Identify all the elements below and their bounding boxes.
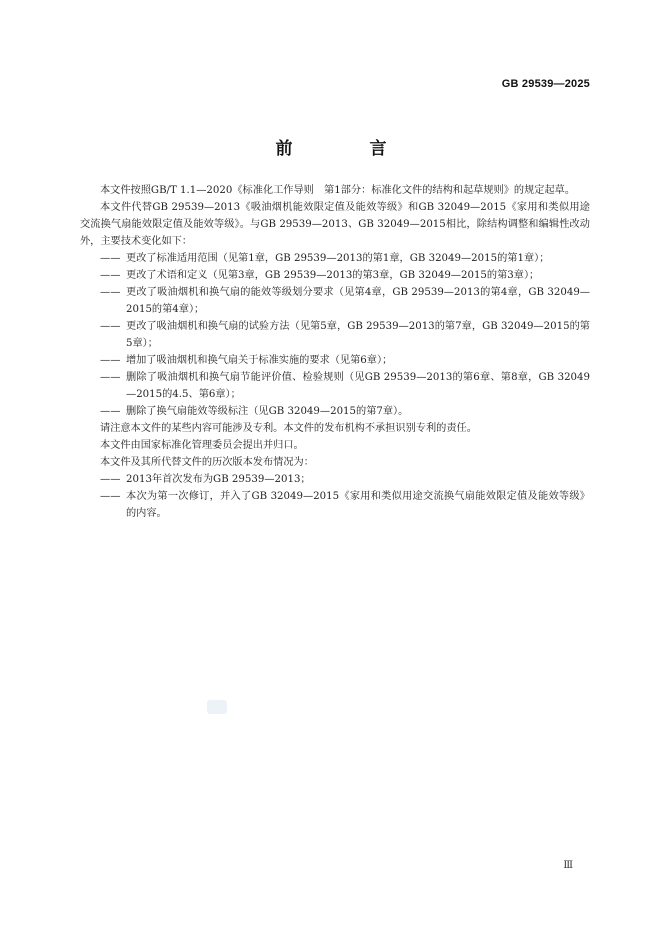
foreword-body	[80, 182, 590, 522]
list-item	[80, 250, 590, 267]
dash-marker: ——	[100, 287, 121, 298]
list-item-text: 本次为第一次修订，并入了GB 32049—2015《家用和类似用途交流换气扇能效限定值及能效等级》的内容。	[126, 491, 590, 519]
list-item-text: 更改了术语和定义（见第3章，GB 29539—2013的第3章，GB 32049—2015的第3章）；	[126, 270, 540, 281]
page-title: 前 言	[275, 139, 417, 159]
list-item-text: 删除了换气扇能效等级标注（见GB 32049—2015的第7章）。	[126, 406, 409, 417]
list-item	[80, 267, 590, 284]
list-item	[80, 471, 590, 488]
dash-marker: ——	[100, 253, 121, 264]
paragraph-history-intro: 本文件及其所代替文件的历次版本发布情况为：	[100, 457, 314, 468]
dash-marker: ——	[100, 372, 121, 383]
list-item-text: 删除了吸油烟机和换气扇节能评价值、检验规则（见GB 29539—2013的第6章、第8章，GB 32049—2015的4.5、第6章）；	[126, 372, 590, 400]
list-item	[80, 352, 590, 369]
paragraph-drafting-basis: 本文件按照GB/T 1.1—2020《标准化工作导则 第1部分：标准化文件的结构和起草规则》的规定起草。	[100, 185, 576, 196]
document-code: GB 29539—2025	[501, 78, 590, 90]
dash-marker: ——	[100, 321, 121, 332]
list-item	[80, 403, 590, 420]
history-list	[80, 471, 590, 522]
list-item	[80, 318, 590, 352]
list-item-text: 2013年首次发布为GB 29539—2013；	[126, 474, 311, 485]
paragraph-proposer: 本文件由国家标准化管理委员会提出并归口。	[100, 440, 304, 451]
list-item-text: 更改了吸油烟机和换气扇的试验方法（见第5章，GB 29539—2013的第7章，GB 32049—2015的第5章）；	[126, 321, 590, 349]
list-item	[80, 488, 590, 522]
list-item	[80, 284, 590, 318]
dash-marker: ——	[100, 355, 121, 366]
watermark-logo	[207, 700, 227, 714]
dash-marker: ——	[100, 474, 121, 485]
dash-marker: ——	[100, 406, 121, 417]
paragraph-replacement: 本文件代替GB 29539—2013《吸油烟机能效限定值及能效等级》和GB 32049—2015《家用和类似用途交流换气扇能效限定值及能效等级》。与GB 29539—2013、GB 32049—2015相比，除结构调整和编辑性改动外，主要技术变化如下：	[80, 202, 590, 247]
list-item-text: 更改了吸油烟机和换气扇的能效等级划分要求（见第4章，GB 29539—2013的第4章，GB 32049—2015的第4章）；	[126, 287, 590, 315]
dash-marker: ——	[100, 491, 121, 502]
page-number: Ⅲ	[563, 860, 573, 871]
list-item	[80, 369, 590, 403]
paragraph-patent-notice: 请注意本文件的某些内容可能涉及专利。本文件的发布机构不承担识别专利的责任。	[100, 423, 477, 434]
list-item-text: 更改了标准适用范围（见第1章，GB 29539—2013的第1章，GB 32049—2015的第1章）；	[126, 253, 550, 264]
change-list	[80, 250, 590, 420]
dash-marker: ——	[100, 270, 121, 281]
list-item-text: 增加了吸油烟机和换气扇关于标准实施的要求（见第6章）；	[126, 355, 393, 366]
